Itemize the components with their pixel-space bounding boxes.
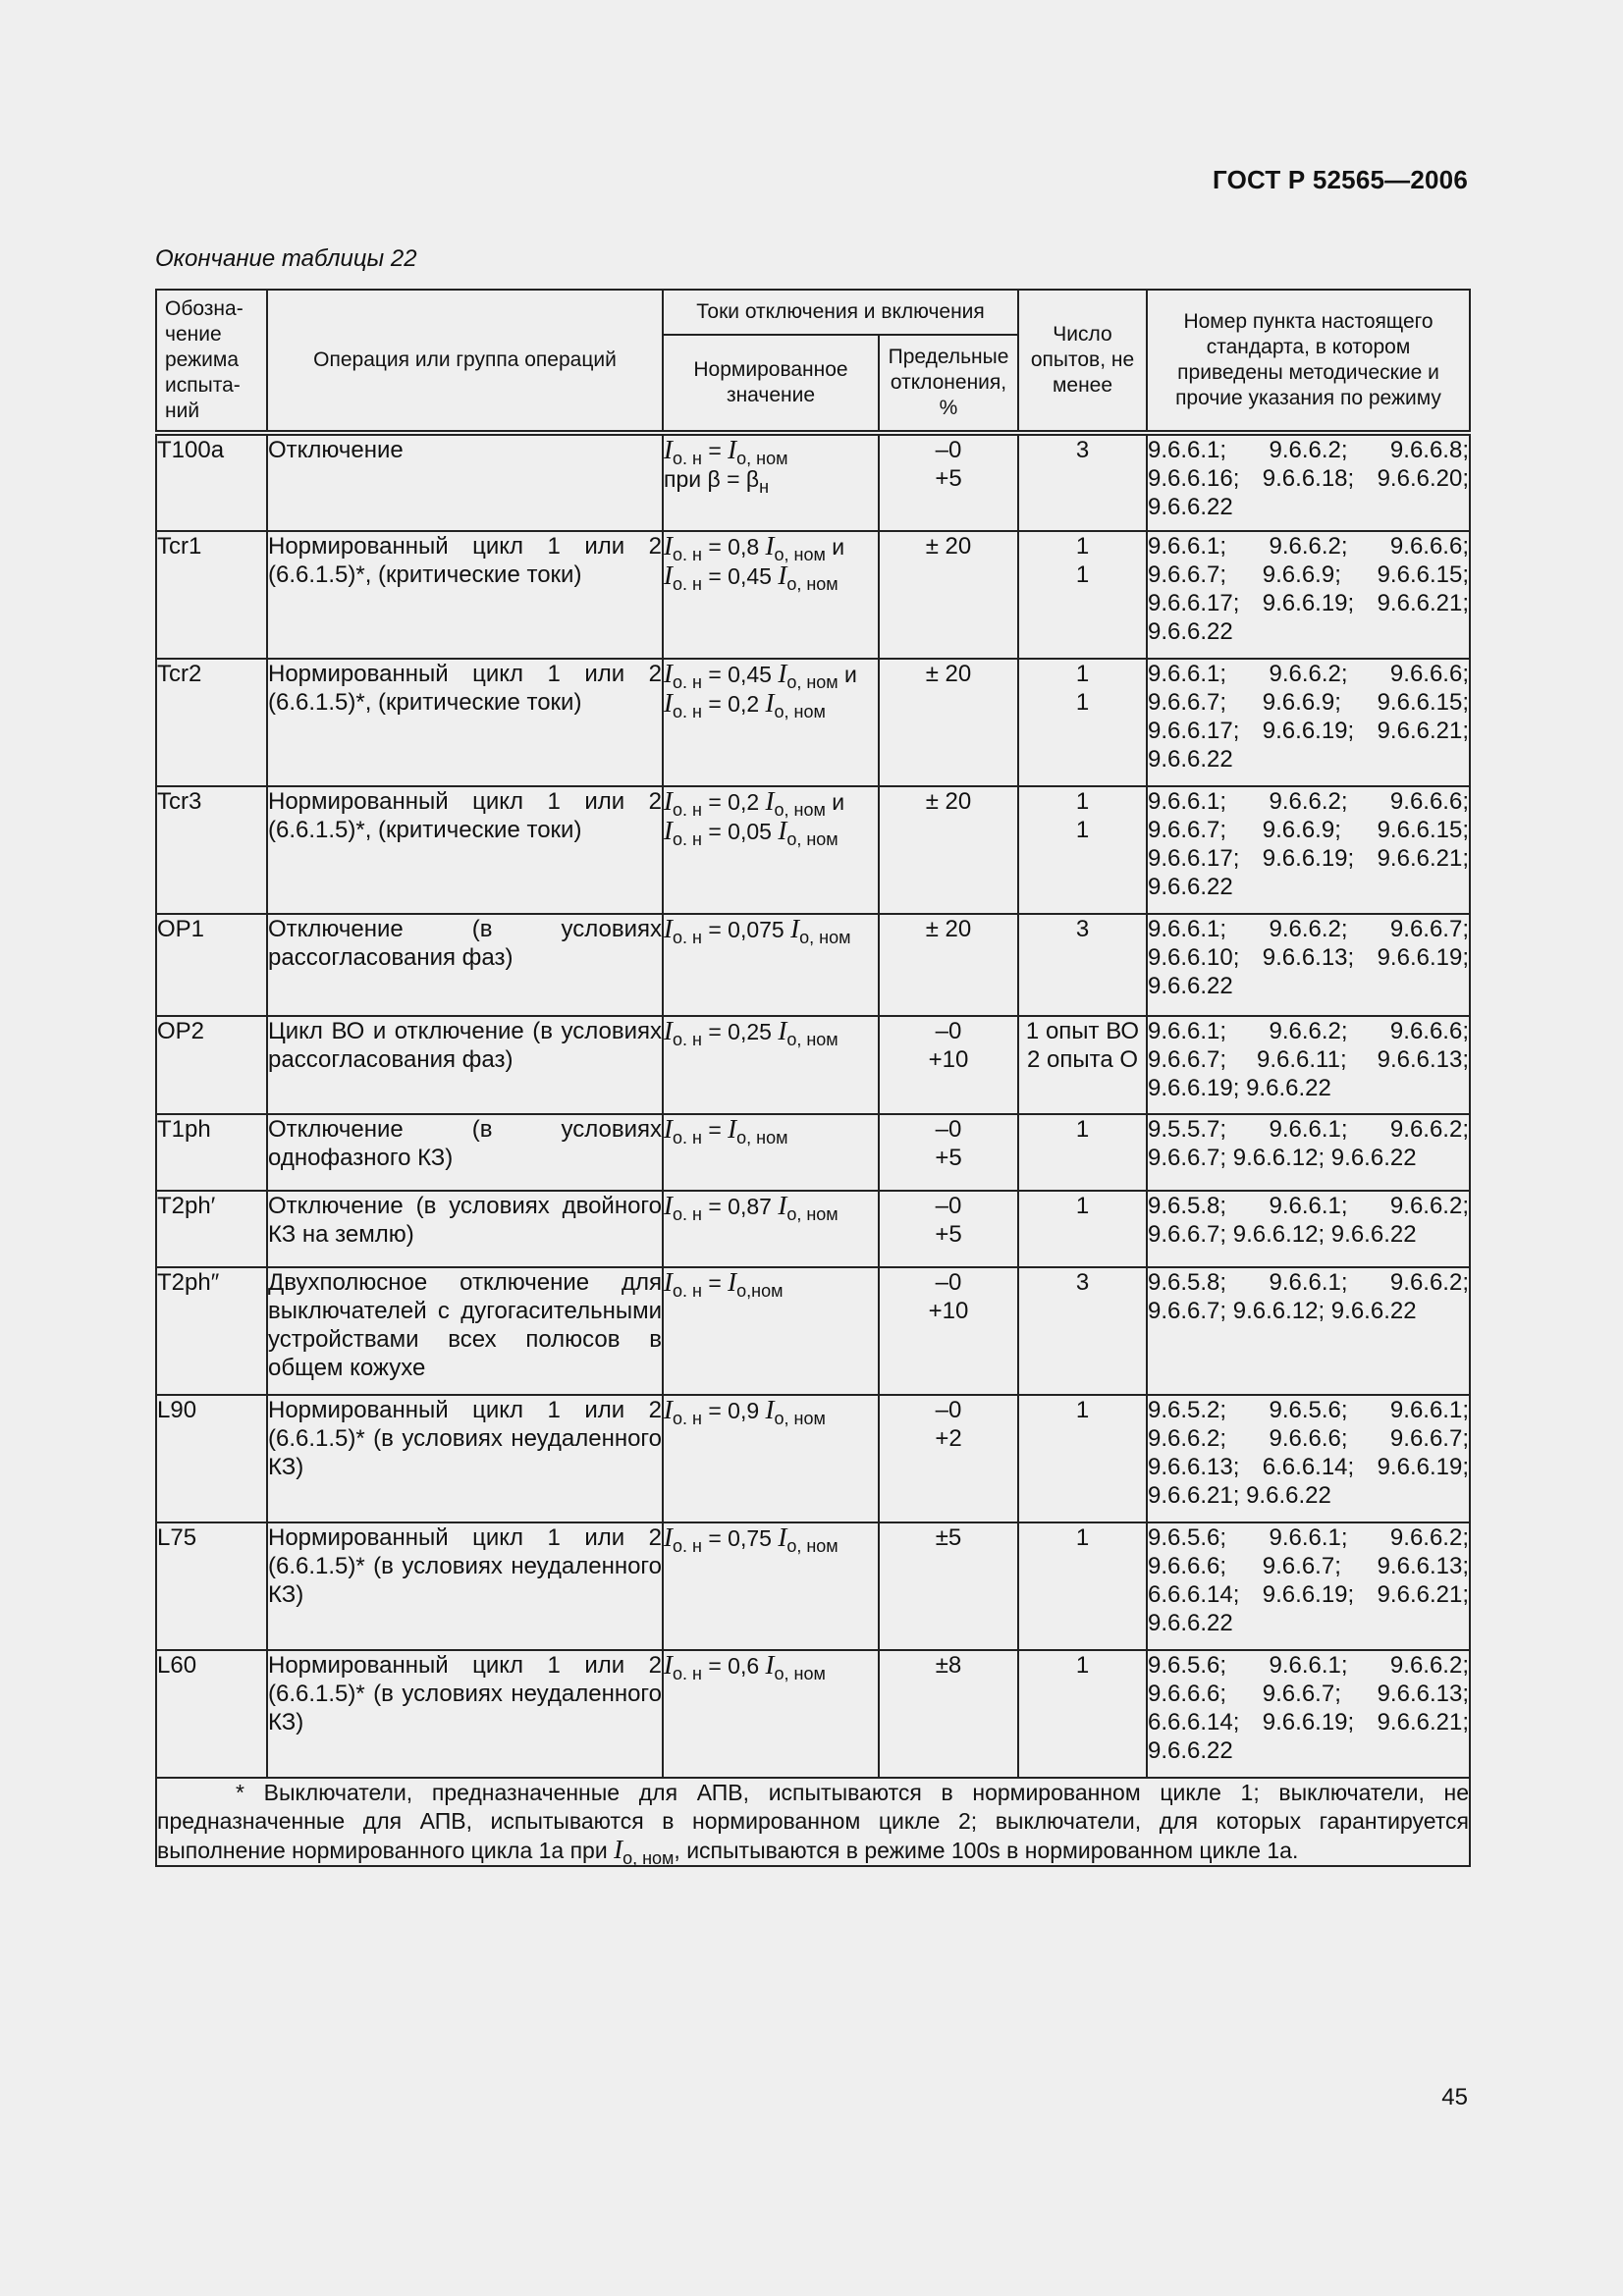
current-subscript: о. н xyxy=(673,1409,702,1428)
deviation-value: +2 xyxy=(935,1425,962,1452)
current-text: = xyxy=(701,1117,729,1143)
table-row xyxy=(156,531,1470,659)
cell-reference: 9.6.5.6; 9.6.6.1; 9.6.6.2; 9.6.6.6; 9.6.6.7; 9.6.6.13; 6.6.6.14; 9.6.6.19; 9.6.6.21; 9.6.6.22 xyxy=(1147,1650,1470,1778)
cell-operation: Нормированный цикл 1 или 2 (6.6.1.5)* (в условиях неудаленного КЗ) xyxy=(267,1650,663,1778)
current-line xyxy=(664,1191,878,1224)
cell-operation: Нормированный цикл 1 или 2 (6.6.1.5)*, (критические токи) xyxy=(267,531,663,659)
table-row xyxy=(156,1267,1470,1395)
current-symbol: I xyxy=(664,1114,673,1144)
deviation-value: +10 xyxy=(928,1046,969,1073)
cell-nominal-current xyxy=(663,914,879,1016)
current-symbol: I xyxy=(664,531,673,561)
count-value: 1 xyxy=(1075,1193,1090,1219)
col-header-operation: Операция или группа операций xyxy=(267,290,663,433)
cell-code: L75 xyxy=(156,1522,267,1650)
cell-deviation xyxy=(879,914,1018,1016)
current-symbol: I xyxy=(664,1395,673,1424)
current-subscript: о, ном xyxy=(786,1030,839,1049)
current-line xyxy=(664,435,878,468)
current-text: = 0,75 xyxy=(701,1525,779,1551)
page-number: 45 xyxy=(1441,2084,1468,2110)
current-subscript: о, ном xyxy=(736,449,788,468)
cell-reference: 9.6.5.8; 9.6.6.1; 9.6.6.2; 9.6.6.7; 9.6.6.12; 9.6.6.22 xyxy=(1147,1191,1470,1267)
cell-nominal-current xyxy=(663,659,879,786)
deviation-value: +5 xyxy=(935,465,962,492)
cell-code: T100a xyxy=(156,433,267,531)
current-subscript: о. н xyxy=(673,800,702,820)
cell-operation: Нормированный цикл 1 или 2 (6.6.1.5)* (в условиях неудаленного КЗ) xyxy=(267,1522,663,1650)
cell-deviation xyxy=(879,1191,1018,1267)
deviation-value: +5 xyxy=(935,1145,962,1171)
current-subscript: о. н xyxy=(673,545,702,564)
cell-test-count xyxy=(1018,433,1147,531)
cell-code: T2ph′ xyxy=(156,1191,267,1267)
cell-nominal-current xyxy=(663,1267,879,1395)
current-subscript: о. н xyxy=(673,928,702,947)
cell-reference: 9.6.5.8; 9.6.6.1; 9.6.6.2; 9.6.6.7; 9.6.6.12; 9.6.6.22 xyxy=(1147,1267,1470,1395)
cell-nominal-current xyxy=(663,1395,879,1522)
current-subscript: о. н xyxy=(673,702,702,721)
current-subscript: о. н xyxy=(673,1204,702,1224)
cell-nominal-current xyxy=(663,1650,879,1778)
cell-code: L90 xyxy=(156,1395,267,1522)
current-text: = 0,6 xyxy=(701,1653,766,1679)
cell-test-count xyxy=(1018,1114,1147,1191)
current-subscript: о, ном xyxy=(774,702,826,721)
current-line xyxy=(664,1114,878,1148)
current-symbol: I xyxy=(664,1191,673,1220)
current-subscript: н xyxy=(759,477,770,497)
table-row xyxy=(156,1650,1470,1778)
cell-deviation xyxy=(879,1395,1018,1522)
cell-deviation xyxy=(879,1267,1018,1395)
cell-test-count xyxy=(1018,1522,1147,1650)
footnote-before: * Выключатели, предназначенные для АПВ, испытываются в нормированном цикле 1; выключатели, не предназначенные для АПВ, испытываются в нормированном цикле 2; выключатели, для которых гарантируется выполнение нормированного цикла 1а при xyxy=(157,1780,1469,1863)
current-symbol: I xyxy=(790,914,800,943)
current-subscript: о, ном xyxy=(774,800,826,820)
cell-reference: 9.6.6.1; 9.6.6.2; 9.6.6.6; 9.6.6.7; 9.6.6.9; 9.6.6.15; 9.6.6.17; 9.6.6.19; 9.6.6.21; 9.6.6.22 xyxy=(1147,786,1470,914)
current-subscript: о, ном xyxy=(774,1664,826,1683)
cell-operation: Нормированный цикл 1 или 2 (6.6.1.5)*, (критические токи) xyxy=(267,786,663,914)
current-text: = 0,25 xyxy=(701,1019,779,1044)
current-symbol: I xyxy=(778,1016,787,1045)
current-subscript: о. н xyxy=(673,829,702,849)
count-value: 1 xyxy=(1075,1652,1090,1679)
table-row xyxy=(156,659,1470,786)
count-value: 1 xyxy=(1075,817,1090,843)
cell-nominal-current xyxy=(663,531,879,659)
current-symbol: I xyxy=(728,1267,737,1297)
cell-nominal-current xyxy=(663,1016,879,1114)
current-line xyxy=(664,465,878,497)
current-subscript: о, ном xyxy=(786,1536,839,1556)
cell-test-count xyxy=(1018,531,1147,659)
footnote-cell xyxy=(156,1778,1470,1866)
cell-test-count xyxy=(1018,1650,1147,1778)
table-row xyxy=(156,914,1470,1016)
cell-reference: 9.6.5.2; 9.6.5.6; 9.6.6.1; 9.6.6.2; 9.6.6.6; 9.6.6.7; 9.6.6.13; 6.6.6.14; 9.6.6.19; 9.6.6.21; 9.6.6.22 xyxy=(1147,1395,1470,1522)
cell-deviation xyxy=(879,1650,1018,1778)
current-symbol: I xyxy=(778,659,787,688)
cell-reference: 9.5.5.7; 9.6.6.1; 9.6.6.2; 9.6.6.7; 9.6.6.12; 9.6.6.22 xyxy=(1147,1114,1470,1191)
cell-operation: Отключение (в условиях двойного КЗ на землю) xyxy=(267,1191,663,1267)
current-subscript: о, ном xyxy=(774,545,826,564)
col-header-currents-group: Токи отключения и включения xyxy=(663,290,1018,335)
footnote-symbol-sub: о, ном xyxy=(622,1848,675,1868)
count-value: 1 xyxy=(1075,689,1090,716)
cell-nominal-current xyxy=(663,786,879,914)
current-text: = 0,075 xyxy=(701,917,791,942)
current-symbol: I xyxy=(664,659,673,688)
cell-code: Tcr1 xyxy=(156,531,267,659)
col-header-code: Обозна-чение режима испыта-ний xyxy=(156,290,267,433)
cell-nominal-current xyxy=(663,1191,879,1267)
deviation-value: –0 xyxy=(935,437,962,463)
cell-reference: 9.6.6.1; 9.6.6.2; 9.6.6.6; 9.6.6.7; 9.6.6.9; 9.6.6.15; 9.6.6.17; 9.6.6.19; 9.6.6.21; 9.6.6.22 xyxy=(1147,659,1470,786)
cell-test-count xyxy=(1018,1016,1147,1114)
cell-test-count xyxy=(1018,914,1147,1016)
table-row xyxy=(156,1114,1470,1191)
cell-operation: Нормированный цикл 1 или 2 (6.6.1.5)* (в условиях неудаленного КЗ) xyxy=(267,1395,663,1522)
current-line xyxy=(664,1267,878,1301)
current-symbol: I xyxy=(778,1191,787,1220)
current-subscript: о, ном xyxy=(736,1128,788,1148)
current-symbol: I xyxy=(664,435,673,464)
current-symbol: I xyxy=(765,786,775,816)
cell-reference: 9.6.5.6; 9.6.6.1; 9.6.6.2; 9.6.6.6; 9.6.6.7; 9.6.6.13; 6.6.6.14; 9.6.6.19; 9.6.6.21; 9.6.6.22 xyxy=(1147,1522,1470,1650)
current-line xyxy=(664,689,878,719)
current-text: = 0,45 xyxy=(701,662,779,687)
current-text: и xyxy=(838,662,857,687)
current-symbol: I xyxy=(664,688,673,718)
col-header-nominal: Нормированное значение xyxy=(663,335,879,433)
cell-code: Tcr2 xyxy=(156,659,267,786)
current-text: = xyxy=(701,1270,729,1296)
count-value: 3 xyxy=(1075,916,1090,942)
deviation-value: –0 xyxy=(935,1193,962,1219)
cell-test-count xyxy=(1018,659,1147,786)
test-modes-table xyxy=(155,289,1471,1867)
current-symbol: I xyxy=(664,1267,673,1297)
deviation-value: ± 20 xyxy=(925,788,972,815)
cell-deviation xyxy=(879,786,1018,914)
current-symbol: I xyxy=(664,1522,673,1552)
table-row xyxy=(156,1522,1470,1650)
current-line xyxy=(664,914,878,947)
cell-operation: Нормированный цикл 1 или 2 (6.6.1.5)*, (критические токи) xyxy=(267,659,663,786)
table-row xyxy=(156,1016,1470,1114)
cell-operation: Отключение xyxy=(267,433,663,531)
footnote-text xyxy=(157,1779,1469,1868)
table-row xyxy=(156,1191,1470,1267)
current-subscript: о. н xyxy=(673,1536,702,1556)
cell-reference: 9.6.6.1; 9.6.6.2; 9.6.6.7; 9.6.6.10; 9.6.6.13; 9.6.6.19; 9.6.6.22 xyxy=(1147,914,1470,1016)
current-line xyxy=(664,816,878,849)
count-value: 3 xyxy=(1075,437,1090,463)
current-line xyxy=(664,1522,878,1556)
cell-operation: Отключение (в условиях однофазного КЗ) xyxy=(267,1114,663,1191)
current-subscript: о. н xyxy=(673,672,702,692)
table-caption: Окончание таблицы 22 xyxy=(155,245,417,272)
current-line xyxy=(664,1651,878,1681)
col-header-reference: Номер пункта настоящего стандарта, в котором приведены методические и прочие указания по режиму xyxy=(1147,290,1470,433)
cell-deviation xyxy=(879,1114,1018,1191)
current-symbol: I xyxy=(765,1650,775,1680)
deviation-value: ± 20 xyxy=(925,533,972,560)
current-symbol: I xyxy=(778,1522,787,1552)
cell-code: OP1 xyxy=(156,914,267,1016)
deviation-value: ±8 xyxy=(935,1652,962,1679)
table-row xyxy=(156,786,1470,914)
current-text: = xyxy=(701,438,729,463)
deviation-value: +5 xyxy=(935,1221,962,1248)
col-header-count: Число опытов, не менее xyxy=(1018,290,1147,433)
current-symbol: I xyxy=(664,561,673,590)
current-line xyxy=(664,659,878,692)
count-value: 1 xyxy=(1075,1116,1090,1143)
cell-reference: 9.6.6.1; 9.6.6.2; 9.6.6.6; 9.6.6.7; 9.6.6.9; 9.6.6.15; 9.6.6.17; 9.6.6.19; 9.6.6.21; 9.6.6.22 xyxy=(1147,531,1470,659)
current-symbol: I xyxy=(728,1114,737,1144)
current-subscript: о. н xyxy=(673,1281,702,1301)
count-value: 1 xyxy=(1075,788,1090,815)
count-value: 1 xyxy=(1075,533,1090,560)
cell-nominal-current xyxy=(663,1114,879,1191)
current-symbol: I xyxy=(664,1016,673,1045)
cell-reference: 9.6.6.1; 9.6.6.2; 9.6.6.8; 9.6.6.16; 9.6.6.18; 9.6.6.20; 9.6.6.22 xyxy=(1147,433,1470,531)
current-symbol: I xyxy=(664,816,673,845)
current-symbol: I xyxy=(664,786,673,816)
cell-deviation xyxy=(879,1522,1018,1650)
current-line xyxy=(664,531,878,564)
current-symbol: I xyxy=(664,914,673,943)
current-subscript: о,ном xyxy=(736,1281,784,1301)
current-subscript: о. н xyxy=(673,449,702,468)
current-text: = 0,2 xyxy=(701,691,766,717)
deviation-value: –0 xyxy=(935,1018,962,1044)
cell-operation: Двухполюсное отключение для выключателей с дугогасительными устройствами всех полюсов в общем кожухе xyxy=(267,1267,663,1395)
cell-deviation xyxy=(879,1016,1018,1114)
deviation-value: ± 20 xyxy=(925,661,972,687)
document-code: ГОСТ Р 52565—2006 xyxy=(1213,165,1468,194)
current-subscript: о, ном xyxy=(786,829,839,849)
deviation-value: –0 xyxy=(935,1397,962,1423)
current-subscript: о, ном xyxy=(786,1204,839,1224)
cell-operation: Отключение (в условиях рассогласования фаз) xyxy=(267,914,663,1016)
count-value: 1 xyxy=(1075,1524,1090,1551)
table-body xyxy=(156,433,1470,1778)
current-text: = 0,8 xyxy=(701,534,766,560)
deviation-value: –0 xyxy=(935,1269,962,1296)
current-text: и xyxy=(825,789,845,815)
current-symbol: I xyxy=(765,531,775,561)
table-header xyxy=(156,290,1470,433)
cell-code: OP2 xyxy=(156,1016,267,1114)
current-subscript: о. н xyxy=(673,1128,702,1148)
current-subscript: о. н xyxy=(673,1664,702,1683)
cell-deviation xyxy=(879,433,1018,531)
deviation-value: ±5 xyxy=(935,1524,962,1551)
deviation-value: +10 xyxy=(928,1298,969,1324)
cell-test-count xyxy=(1018,1191,1147,1267)
current-subscript: о, ном xyxy=(774,1409,826,1428)
current-subscript: о. н xyxy=(673,1030,702,1049)
header-row-top xyxy=(156,290,1470,335)
cell-nominal-current xyxy=(663,1522,879,1650)
cell-reference: 9.6.6.1; 9.6.6.2; 9.6.6.6; 9.6.6.7; 9.6.6.11; 9.6.6.13; 9.6.6.19; 9.6.6.22 xyxy=(1147,1016,1470,1114)
current-text: = 0,87 xyxy=(701,1194,779,1219)
count-value: 3 xyxy=(1075,1269,1090,1296)
current-symbol: I xyxy=(765,1395,775,1424)
count-value: 2 опыта О xyxy=(1026,1046,1138,1073)
current-line xyxy=(664,786,878,820)
table-footer xyxy=(156,1778,1470,1866)
footnote-symbol: I xyxy=(614,1835,623,1864)
current-subscript: о, ном xyxy=(786,574,839,594)
count-value: 1 xyxy=(1075,661,1090,687)
current-line xyxy=(664,561,878,594)
col-header-deviation: Предельные отклонения, % xyxy=(879,335,1018,433)
current-text: = 0,45 xyxy=(701,563,779,589)
current-subscript: о, ном xyxy=(786,672,839,692)
cell-deviation xyxy=(879,531,1018,659)
cell-deviation xyxy=(879,659,1018,786)
current-subscript: о. н xyxy=(673,574,702,594)
current-text: = 0,9 xyxy=(701,1398,766,1423)
current-text: = 0,05 xyxy=(701,819,779,844)
cell-nominal-current xyxy=(663,433,879,531)
current-text: = 0,2 xyxy=(701,789,766,815)
cell-code: L60 xyxy=(156,1650,267,1778)
cell-test-count xyxy=(1018,1395,1147,1522)
current-subscript: о, ном xyxy=(799,928,851,947)
current-symbol: I xyxy=(778,816,787,845)
cell-operation: Цикл ВО и отключение (в условиях рассогласования фаз) xyxy=(267,1016,663,1114)
cell-test-count xyxy=(1018,1267,1147,1395)
count-value: 1 опыт ВО xyxy=(1025,1018,1140,1044)
current-line xyxy=(664,1016,878,1049)
footnote-after: , испытываются в режиме 100s в нормированном цикле 1а. xyxy=(674,1838,1299,1863)
cell-code: T1ph xyxy=(156,1114,267,1191)
deviation-value: –0 xyxy=(935,1116,962,1143)
current-symbol: I xyxy=(778,561,787,590)
count-value: 1 xyxy=(1075,561,1090,588)
deviation-value: ± 20 xyxy=(925,916,972,942)
cell-code: T2ph″ xyxy=(156,1267,267,1395)
current-symbol: I xyxy=(664,1650,673,1680)
footnote-row xyxy=(156,1778,1470,1866)
cell-code: Tcr3 xyxy=(156,786,267,914)
table-row xyxy=(156,433,1470,531)
current-line xyxy=(664,1395,878,1428)
current-text: при β = β xyxy=(664,466,760,492)
cell-test-count xyxy=(1018,786,1147,914)
table-row xyxy=(156,1395,1470,1522)
current-symbol: I xyxy=(765,688,775,718)
count-value: 1 xyxy=(1075,1397,1090,1423)
current-text: и xyxy=(825,534,845,560)
current-symbol: I xyxy=(728,435,737,464)
